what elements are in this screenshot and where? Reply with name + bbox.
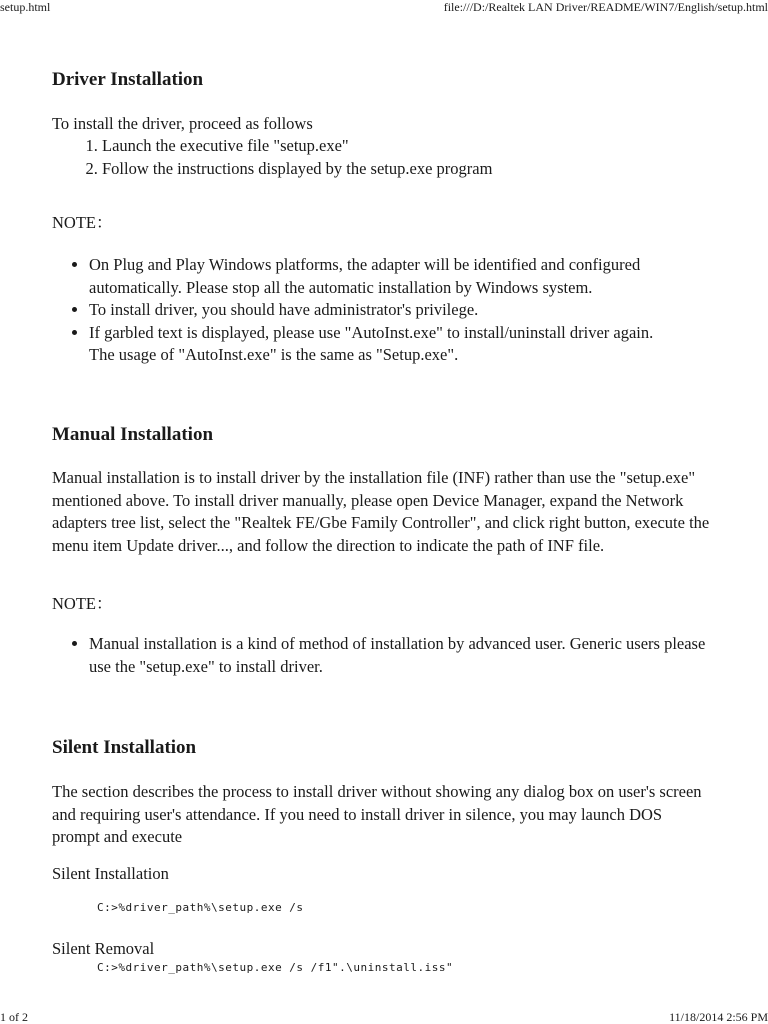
silent-installation-paragraph [52, 781, 722, 849]
paragraph-line: The section describes the process to install driver without showing any dialog box on user's screen [52, 782, 702, 801]
note-line: • Manual installation is a kind of method of installation by advanced user. Generic users please [89, 634, 706, 653]
silent-install-command: C:>%driver_path%\setup.exe /s [97, 901, 304, 914]
driver-installation-heading: Driver Installation [52, 69, 204, 90]
note-line: The usage of "AutoInst.exe" is the same as "Setup.exe". [89, 345, 459, 364]
note-line: automatically. Please stop all the automatic installation by Windows system. [89, 277, 593, 297]
paragraph-line: prompt and execute [52, 827, 183, 846]
note-label: NOTE： [52, 213, 113, 232]
note-line: • To install driver, you should have administrator's privilege. [89, 300, 479, 319]
manual-installation-heading: Manual Installation [52, 424, 214, 445]
silent-installation-heading: Silent Installation [52, 737, 197, 758]
install-step: 2. Follow the instructions displayed by the setup.exe program [102, 158, 742, 181]
note-item [89, 254, 729, 299]
print-footer-datetime: 11/18/2014 2:56 PM [669, 1010, 768, 1024]
paragraph-line: and requiring user's attendance. If you need to install driver in silence, you may launch DOS [52, 804, 663, 824]
print-header-title: setup.html [0, 0, 51, 14]
install-step: 1. Launch the executive file "setup.exe" [102, 135, 742, 158]
install-steps-list [52, 135, 742, 180]
note-item [89, 299, 729, 322]
silent-install-label: Silent Installation [52, 864, 169, 883]
print-header-path: file:///D:/Realtek LAN Driver/README/WIN7/English/setup.html [443, 0, 768, 14]
driver-installation-intro: To install the driver, proceed as follows [52, 114, 313, 133]
manual-notes-list [52, 633, 729, 678]
paragraph-line: adapters tree list, select the "Realtek FE/Gbe Family Controller", and click right button, execute the [52, 513, 710, 532]
note-line: • On Plug and Play Windows platforms, the adapter will be identified and configured [89, 255, 641, 274]
print-footer-page: 1 of 2 [0, 1010, 28, 1024]
silent-removal-command: C:>%driver_path%\setup.exe /s /f1".\uninstall.iss" [97, 961, 454, 974]
note-line: • If garbled text is displayed, please use "AutoInst.exe" to install/uninstall driver again. [89, 322, 654, 342]
note-item [89, 633, 729, 678]
note-line: use the "setup.exe" to install driver. [89, 656, 323, 676]
note-label: NOTE： [52, 594, 113, 613]
manual-installation-paragraph [52, 467, 722, 557]
silent-removal-label: Silent Removal [52, 939, 155, 958]
paragraph-line: mentioned above. To install driver manually, please open Device Manager, expand the Network [52, 490, 684, 510]
paragraph-line: menu item Update driver..., and follow the direction to indicate the path of INF file. [52, 535, 605, 555]
driver-notes-list [52, 254, 729, 367]
paragraph-line: Manual installation is to install driver by the installation file (INF) rather than use the "setup.exe" [52, 468, 696, 487]
note-item [89, 322, 729, 367]
